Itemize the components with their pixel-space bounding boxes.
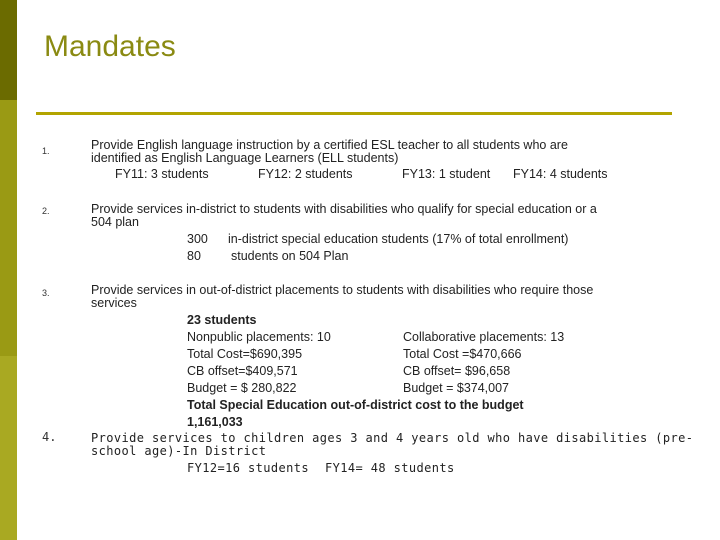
- nonpublic-total-cost: Total Cost=$690,395: [187, 347, 303, 361]
- total-cost-label: Total Special Education out-of-district cost to the budget: [187, 398, 524, 412]
- item-number: 4.: [42, 430, 57, 444]
- side-bar-light: [0, 356, 17, 540]
- slide-title: Mandates: [44, 30, 176, 63]
- collaborative-cb-offset: CB offset= $96,658: [403, 364, 511, 378]
- stat-label: in-district special education students (17% of total enrollment): [228, 232, 569, 246]
- item-text-line-2: services: [91, 296, 137, 310]
- collaborative-placements: Collaborative placements: 13: [403, 330, 565, 344]
- collaborative-budget: Budget = $374,007: [403, 381, 509, 395]
- item-text-line-2: identified as English Language Learners (ELL students): [91, 151, 399, 165]
- nonpublic-budget: Budget = $ 280,822: [187, 381, 297, 395]
- item-text-line-1: Provide services in out-of-district placements to students with disabilities who require those: [91, 283, 594, 297]
- item-text-line-1: Provide services to children ages 3 and 4 years old who have disabilities (pre-: [91, 431, 694, 445]
- item-text-line-1: Provide services in-district to students with disabilities who qualify for special education or a: [91, 202, 597, 216]
- count-fy12: FY12=16 students: [187, 461, 309, 475]
- total-cost-value: 1,161,033: [187, 415, 243, 429]
- side-bar-mid: [0, 100, 17, 356]
- collaborative-total-cost: Total Cost =$470,666: [403, 347, 522, 361]
- count-fy14: FY14= 48 students: [325, 461, 455, 475]
- item-text-line-2: school age)-In District: [91, 444, 267, 458]
- item-text-line-1: Provide English language instruction by a certified ESL teacher to all students who are: [91, 138, 568, 152]
- count-fy14: FY14: 4 students: [513, 167, 608, 181]
- nonpublic-placements: Nonpublic placements: 10: [187, 330, 331, 344]
- count-fy12: FY12: 2 students: [258, 167, 353, 181]
- title-divider: [36, 112, 672, 115]
- item-number: 2.: [42, 206, 50, 216]
- stat-value: 300: [187, 232, 208, 246]
- count-fy13: FY13: 1 student: [402, 167, 491, 181]
- count-fy11: FY11: 3 students: [115, 167, 209, 181]
- nonpublic-cb-offset: CB offset=$409,571: [187, 364, 298, 378]
- item-number: 3.: [42, 288, 50, 298]
- student-count: 23 students: [187, 313, 257, 327]
- stat-value: 80: [187, 249, 201, 263]
- stat-label: students on 504 Plan: [231, 249, 349, 263]
- item-text-line-2: 504 plan: [91, 215, 139, 229]
- item-number: 1.: [42, 146, 50, 156]
- side-bar-dark: [0, 0, 17, 100]
